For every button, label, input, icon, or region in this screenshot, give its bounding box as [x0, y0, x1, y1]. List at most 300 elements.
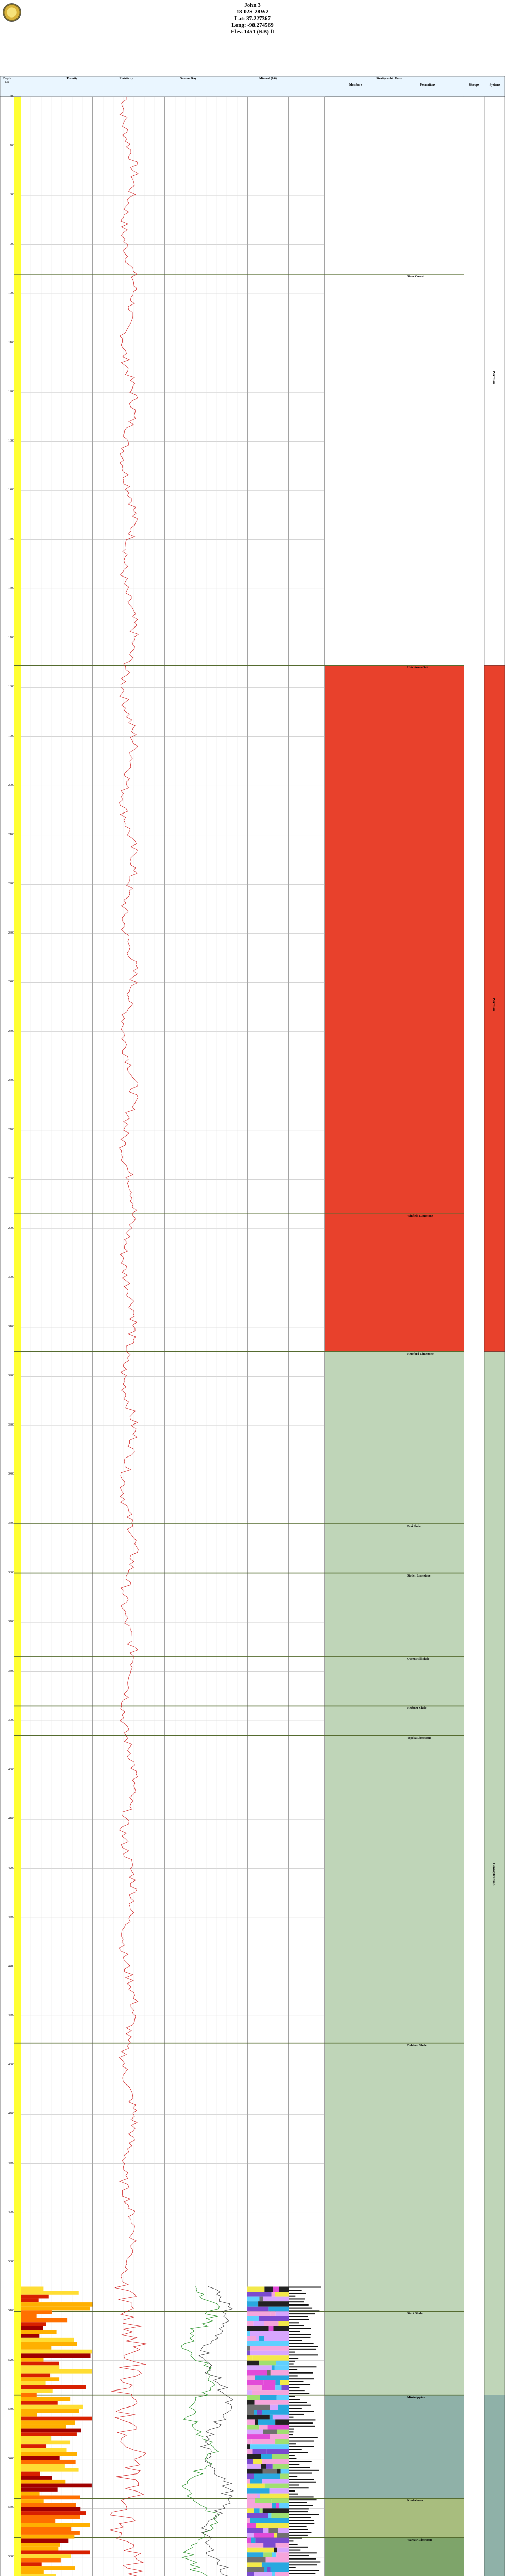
strat-zone	[325, 2498, 464, 2537]
porosity-fill	[21, 2511, 86, 2515]
lithology-band	[247, 2365, 272, 2370]
mineral-bar	[289, 2366, 316, 2367]
porosity-fill	[21, 2338, 74, 2342]
members-header: Members	[349, 83, 362, 87]
depth-tick-label: 3500	[8, 1522, 14, 1525]
mineral-bar	[289, 2552, 317, 2553]
lithology-band	[271, 2498, 289, 2503]
groups-header: Groups	[469, 83, 479, 87]
lithology-band	[276, 2543, 289, 2548]
lithology-band	[272, 2292, 275, 2297]
mineral-bar	[289, 2529, 308, 2530]
lithology-band	[273, 2341, 289, 2346]
depth-tick-label: 1900	[8, 734, 14, 738]
lithology-band	[264, 2321, 278, 2326]
mineral-bar	[289, 2458, 296, 2459]
well-elev: Elev. 1451 (KB) ft	[231, 29, 274, 35]
lithology-band	[250, 2479, 262, 2484]
mineral-bar	[289, 2476, 297, 2477]
porosity-fill	[21, 2401, 58, 2405]
lithology-band	[247, 2292, 272, 2297]
porosity-fill	[21, 2460, 76, 2464]
lithology-band	[247, 2572, 254, 2576]
strat-header: Stratigraphic Units	[376, 77, 402, 80]
lithology-band	[247, 2419, 255, 2425]
system-zone	[484, 2395, 505, 2576]
formation-top-label: Stone Corral	[407, 275, 425, 278]
mineral-bar	[289, 2431, 293, 2432]
lithology-band	[274, 2326, 289, 2331]
depth-tick-label: 1800	[8, 685, 14, 689]
track-frame	[247, 97, 289, 2576]
mineral-bar	[289, 2331, 300, 2332]
lithology-band	[262, 2385, 275, 2391]
lithology-band	[263, 2508, 289, 2513]
mineral-bar	[289, 2452, 308, 2453]
track-frame	[289, 97, 325, 2576]
lithology-band	[273, 2464, 289, 2469]
porosity-fill	[21, 2531, 80, 2535]
porosity-fill	[21, 2381, 46, 2385]
lithology-band	[278, 2321, 289, 2326]
lithology-band	[261, 2454, 272, 2459]
mineral-bar	[289, 2511, 308, 2512]
depth-tick-label: 2500	[8, 1029, 14, 1033]
porosity-fill	[21, 2523, 90, 2527]
lithology-band	[271, 2567, 289, 2572]
lithology-band	[247, 2375, 255, 2380]
strat-zone	[325, 1352, 464, 2395]
depth-tick-label: 900	[10, 242, 14, 246]
depth-tick-label: 2400	[8, 980, 14, 984]
mineral-bar	[289, 2540, 293, 2541]
well-title: John 3	[244, 2, 261, 8]
mineral-bar	[289, 2562, 320, 2563]
depth-tick-label: 1500	[8, 537, 14, 541]
mineral-bar	[289, 2502, 307, 2503]
lithology-band	[247, 2321, 253, 2326]
porosity-fill	[21, 2330, 57, 2334]
depth-tick-label: 3300	[8, 1423, 14, 1427]
system-label: Permian	[492, 998, 496, 1012]
lithology-band	[267, 2370, 271, 2376]
depth-tick-label: 800	[10, 193, 14, 197]
porosity-fill	[21, 2346, 51, 2350]
mineral-bar	[289, 2573, 315, 2574]
lithology-band	[250, 2331, 289, 2336]
lithology-band	[272, 2365, 275, 2370]
porosity-fill	[21, 2291, 79, 2295]
depth-tick-label: 4400	[8, 1964, 14, 1968]
porosity-fill	[21, 2405, 83, 2409]
gamma-header: Gamma Ray	[179, 77, 197, 80]
depth-tick-label: 5100	[8, 2309, 14, 2313]
lithology-band	[262, 2562, 289, 2567]
porosity-fill	[21, 2448, 66, 2452]
well-long: Long: -98.274569	[231, 22, 274, 28]
mineral-bar	[289, 2298, 305, 2299]
strat-zone	[325, 2395, 464, 2499]
porosity-fill	[21, 2374, 50, 2378]
lithology-band	[255, 2498, 271, 2503]
porosity-fill	[21, 2566, 75, 2570]
mineral-bar	[289, 2547, 308, 2548]
lithology-band	[254, 2473, 271, 2479]
depth-tick-label: 4500	[8, 2014, 14, 2018]
system-label: Permian	[492, 370, 496, 384]
lithology-band	[247, 2449, 253, 2454]
lithology-band	[257, 2494, 260, 2499]
porosity-fill	[21, 2326, 43, 2330]
lithology-band	[272, 2572, 275, 2576]
track-frame	[464, 97, 484, 2576]
porosity-header: Porosity	[66, 77, 78, 80]
porosity-fill	[21, 2452, 77, 2456]
porosity-fill	[21, 2492, 40, 2496]
lithology-band	[280, 2473, 289, 2479]
mineral-bar	[289, 2523, 314, 2524]
lithology-band	[247, 2503, 272, 2509]
mineral-bar	[289, 2340, 302, 2341]
mineral-bar	[289, 2390, 305, 2391]
porosity-fill	[21, 2558, 61, 2563]
depth-tick-label: 5300	[8, 2408, 14, 2411]
lithology-band	[253, 2459, 262, 2464]
gamma-curve-2	[199, 2287, 233, 2576]
lithology-band	[250, 2444, 289, 2449]
well-header	[0, 0, 505, 76]
mineral-bar	[289, 2322, 299, 2323]
lithology-band	[263, 2528, 269, 2533]
depth-tick-label: 4700	[8, 2112, 14, 2116]
lithology-band	[280, 2380, 289, 2385]
lithology-band	[257, 2410, 262, 2415]
lithology-band	[269, 2326, 274, 2331]
porosity-fill	[21, 2358, 43, 2362]
lithology-band	[263, 2297, 289, 2302]
lithology-band	[273, 2287, 279, 2292]
lithology-band	[247, 2484, 265, 2489]
mineral-bar	[289, 2396, 295, 2397]
mineral-bar	[289, 2538, 302, 2539]
lithology-band	[266, 2557, 289, 2563]
porosity-fill	[21, 2554, 71, 2558]
lithology-band	[277, 2395, 289, 2400]
lithology-band	[281, 2469, 289, 2474]
porosity-fill	[21, 2413, 37, 2417]
resistivity-header: Resistivity	[119, 77, 133, 80]
lithology-band	[267, 2567, 271, 2572]
mineral-bar	[289, 2455, 295, 2456]
mineral-bar	[289, 2550, 300, 2551]
gamma-curve	[181, 2287, 220, 2576]
lithology-band	[261, 2464, 266, 2469]
depth-tick-label: 700	[10, 144, 14, 147]
porosity-fill	[21, 2425, 66, 2429]
mineral-bar	[289, 2484, 299, 2485]
formation-top-label: Dubloon Shale	[407, 2044, 427, 2047]
porosity-fill	[21, 2547, 58, 2551]
lithology-band	[247, 2346, 250, 2351]
porosity-fill	[21, 2389, 53, 2393]
mineral-bar	[289, 2446, 314, 2447]
lithology-band	[270, 2415, 273, 2420]
well-location: 18-02S-28W2	[236, 9, 269, 15]
mineral-bar	[289, 2429, 294, 2430]
formation-top-label: Brai Shale	[407, 1525, 421, 1528]
lithology-band	[275, 2419, 289, 2425]
lithology-band	[263, 2552, 272, 2557]
lithology-band	[259, 2297, 263, 2302]
depth-tick-label: 4800	[8, 2161, 14, 2165]
lithology-band	[260, 2395, 276, 2400]
lithology-band	[247, 2415, 270, 2420]
systems-header: Systems	[489, 83, 500, 87]
mineral-bar	[289, 2354, 318, 2355]
mineral-bar	[289, 2558, 316, 2560]
mineral-bar	[289, 2535, 308, 2536]
lithology-band	[259, 2361, 276, 2366]
lithology-band	[247, 2380, 264, 2385]
porosity-fill	[21, 2350, 92, 2354]
porosity-fill	[21, 2480, 65, 2484]
lithology-band	[247, 2498, 255, 2503]
mineral-bar	[289, 2555, 309, 2556]
lithology-band	[247, 2439, 251, 2445]
lithology-band	[270, 2405, 278, 2410]
depth-tick-label: 5000	[8, 2260, 14, 2263]
lithology-band	[275, 2292, 289, 2297]
porosity-fill	[21, 2369, 92, 2374]
depth-tick-label: 4900	[8, 2211, 14, 2214]
formation-top-label: Queen Hill Shale	[407, 1657, 430, 1661]
mineral-bar	[289, 2490, 295, 2492]
formation-color-strip	[14, 97, 21, 2576]
lithology-band	[247, 2562, 262, 2567]
lithology-band	[247, 2543, 263, 2548]
lithology-band	[262, 2479, 289, 2484]
porosity-fill	[21, 2507, 80, 2511]
porosity-fill	[21, 2362, 59, 2366]
mineral-bar	[289, 2361, 295, 2362]
lithology-band	[247, 2307, 268, 2312]
porosity-fill	[21, 2385, 86, 2389]
lithology-band	[254, 2572, 272, 2576]
lithology-band	[247, 2567, 264, 2572]
mineral-bar	[289, 2310, 319, 2311]
porosity-fill	[21, 2543, 60, 2547]
lithology-band	[247, 2459, 253, 2464]
lithology-band	[271, 2473, 280, 2479]
lithology-band	[258, 2301, 289, 2307]
lithology-band	[279, 2503, 289, 2509]
lithology-band	[247, 2355, 252, 2361]
lithology-band	[265, 2484, 289, 2489]
depth-tick-label: 5600	[8, 2555, 14, 2558]
mineral-bar	[289, 2316, 308, 2317]
lithology-band	[255, 2400, 289, 2405]
depth-tick-label: 2900	[8, 1226, 14, 1230]
lithology-band	[250, 2351, 289, 2356]
lithology-band	[272, 2503, 276, 2509]
lithology-band	[247, 2523, 256, 2528]
mineral-bar	[289, 2520, 314, 2521]
mineral-bar	[289, 2567, 296, 2568]
mineral-bar	[289, 2384, 310, 2385]
depth-tick-label: 4000	[8, 1768, 14, 1771]
lithology-band	[247, 2434, 270, 2439]
porosity-fill	[21, 2519, 55, 2523]
porosity-fill	[21, 2472, 40, 2476]
lithology-band	[258, 2419, 275, 2425]
lithology-band	[247, 2400, 255, 2405]
mineral-bar	[289, 2570, 319, 2571]
lithology-band	[259, 2326, 269, 2331]
lithology-band	[277, 2469, 281, 2474]
lithology-band	[260, 2494, 289, 2499]
depth-tick-label: 3700	[8, 1620, 14, 1624]
mineral-bar	[289, 2287, 321, 2288]
lithology-band	[281, 2385, 289, 2391]
resistivity-curve	[110, 97, 147, 2576]
porosity-fill	[21, 2429, 81, 2433]
porosity-fill	[21, 2397, 70, 2401]
depth-tick-label: 3100	[8, 1325, 14, 1328]
porosity-fill	[21, 2527, 71, 2531]
depth-tick-label: 2100	[8, 833, 14, 836]
mineral-bar	[289, 2399, 300, 2400]
porosity-fill	[21, 2503, 76, 2507]
lithology-band	[247, 2430, 263, 2435]
lithology-band	[264, 2336, 289, 2341]
depth-tick-label: 3000	[8, 1276, 14, 1279]
mineral-bar	[289, 2372, 313, 2374]
lithology-band	[275, 2439, 289, 2445]
mineral-bar	[289, 2482, 316, 2483]
depth-tick-label: 2800	[8, 1177, 14, 1181]
mineral-bar	[289, 2313, 315, 2314]
mineral-bar	[289, 2369, 297, 2370]
mineral-bar	[289, 2346, 318, 2347]
mineral-bar	[289, 2402, 307, 2403]
porosity-fill	[21, 2436, 51, 2441]
mineral-bar	[289, 2325, 304, 2326]
depth-tick-label: 5500	[8, 2506, 14, 2510]
lithology-band	[247, 2385, 262, 2391]
mineral-bar	[289, 2337, 310, 2338]
depth-tick-label: 1300	[8, 439, 14, 443]
mineral-bar	[289, 2358, 298, 2359]
formation-top-label: Warsaw Limestone	[407, 2538, 433, 2542]
porosity-fill	[21, 2393, 37, 2397]
lithology-band	[250, 2346, 289, 2351]
lithology-band	[267, 2548, 274, 2553]
porosity-fill	[21, 2441, 70, 2445]
lithology-band	[247, 2301, 258, 2307]
lithology-band	[263, 2430, 277, 2435]
porosity-fill	[21, 2302, 92, 2307]
lithology-band	[277, 2430, 289, 2435]
lithology-band	[262, 2459, 289, 2464]
mineral-bar	[289, 2364, 294, 2365]
porosity-fill	[21, 2496, 80, 2500]
lithology-band	[252, 2390, 289, 2395]
depth-tick-label: 3800	[8, 1669, 14, 1673]
depth-tick-label: 1200	[8, 390, 14, 394]
mineral-bar	[289, 2304, 309, 2306]
depth-tick-label: 3400	[8, 1472, 14, 1476]
mineral-bar	[289, 2417, 293, 2418]
mineral-bar	[289, 2434, 293, 2435]
lithology-band	[247, 2488, 270, 2494]
mineral-bar	[289, 2473, 312, 2474]
porosity-fill	[21, 2570, 44, 2574]
depth-header-label: Depth	[3, 77, 11, 80]
formation-top-label: Hereford Limestone	[407, 1352, 434, 1356]
mineral-bar	[289, 2449, 302, 2450]
depth-tick-label: 600	[10, 95, 14, 98]
lithology-band	[264, 2567, 267, 2572]
mineral-bar	[289, 2308, 312, 2309]
lithology-band	[278, 2405, 289, 2410]
porosity-fill	[21, 2550, 90, 2554]
formation-top-label: Topeka Limestone	[407, 1736, 431, 1740]
lithology-band	[270, 2488, 289, 2494]
lithology-header: Mineral (1/0)	[259, 77, 277, 80]
mineral-bar	[289, 2467, 310, 2468]
lithology-band	[256, 2336, 259, 2341]
porosity-fill	[21, 2456, 60, 2460]
lithology-band	[279, 2287, 289, 2292]
lithology-band	[247, 2326, 259, 2331]
mineral-bar	[289, 2378, 314, 2379]
mineral-bar	[289, 2494, 298, 2495]
lithology-band	[247, 2533, 254, 2538]
lithology-band	[278, 2528, 289, 2533]
lithology-band	[273, 2415, 289, 2420]
lithology-band	[276, 2552, 289, 2557]
lithology-band	[267, 2449, 289, 2454]
log-svg	[0, 76, 505, 2576]
lithology-band	[276, 2361, 289, 2366]
lithology-band	[247, 2311, 271, 2316]
lithology-band	[247, 2331, 250, 2336]
depth-tick-label: 1700	[8, 636, 14, 639]
mineral-bar	[289, 2387, 299, 2388]
porosity-fill	[21, 2409, 79, 2413]
lithology-band	[268, 2513, 271, 2518]
lithology-band	[253, 2449, 267, 2454]
depth-tick-label: 3600	[8, 1571, 14, 1574]
lithology-band	[268, 2528, 278, 2533]
mineral-bar	[289, 2532, 311, 2533]
lithology-band	[254, 2533, 274, 2538]
porosity-fill	[21, 2377, 59, 2381]
lithology-band	[247, 2548, 267, 2553]
depth-tick-label: 4200	[8, 1866, 14, 1870]
track-frame	[0, 97, 14, 2576]
lithology-band	[247, 2494, 257, 2499]
depth-tick-label: 1400	[8, 488, 14, 492]
mineral-bar	[289, 2461, 312, 2462]
mineral-bar	[289, 2508, 309, 2509]
lithology-band	[274, 2533, 277, 2538]
porosity-fill	[21, 2562, 42, 2566]
porosity-fill	[21, 2476, 52, 2480]
depth-tick-label: 4300	[8, 1916, 14, 1919]
lithology-band	[263, 2469, 277, 2474]
lithology-band	[247, 2390, 252, 2395]
